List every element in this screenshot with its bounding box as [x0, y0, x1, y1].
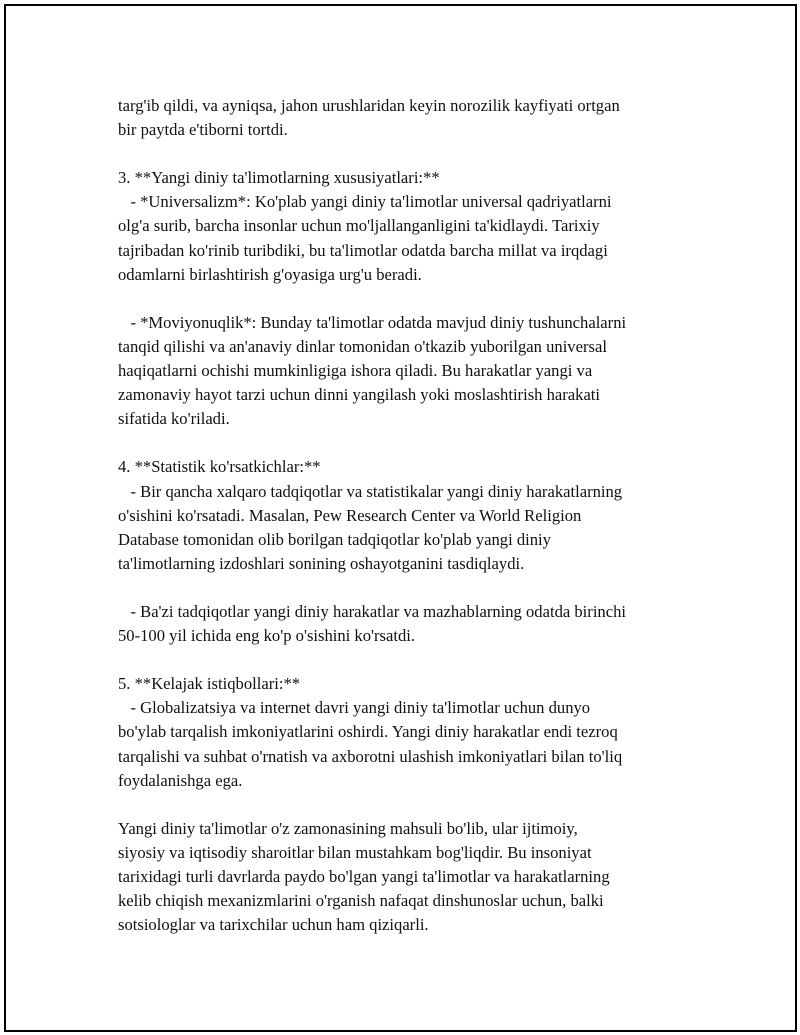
text-line: sotsiologlar va tarixchilar uchun ham qiziqarli.: [118, 915, 429, 935]
text-line: Yangi diniy ta'limotlar o'z zamonasining mahsuli bo'lib, ular ijtimoiy,: [118, 818, 578, 838]
text-line: tarqalishi va suhbat o'rnatish va axborotni ulashish imkoniyatlari bilan to'liq: [118, 746, 623, 766]
paragraph-gap: [118, 431, 698, 455]
section-3-features: [118, 166, 698, 286]
section-3-bullet-2: [118, 311, 698, 431]
text-line: - Bir qancha xalqaro tadqiqotlar va statistikalar yangi diniy harakatlarning: [118, 481, 623, 501]
section-heading: 3. **Yangi diniy ta'limotlarning xususiyatlari:**: [118, 168, 440, 188]
text-line: 50-100 yil ichida eng ko'p o'sishini ko'rsatdi.: [118, 626, 416, 646]
text-line: Database tomonidan olib borilgan tadqiqotlar ko'plab yangi diniy: [118, 529, 551, 549]
text-line: sifatida ko'riladi.: [118, 409, 230, 429]
text-line: haqiqatlarni ochishi mumkinligiga ishora qiladi. Bu harakatlar yangi va: [118, 361, 593, 381]
text-line: zamonaviy hayot tarzi uchun dinni yangilash yoki moslashtirish harakati: [118, 385, 601, 405]
text-line: foydalanishga ega.: [118, 770, 243, 790]
text-line: tajribadan ko'rinib turibdiki, bu ta'limotlar odatda barcha millat va irqdagi: [118, 240, 608, 260]
paragraph-gap: [118, 142, 698, 166]
section-heading: 4. **Statistik ko'rsatkichlar:**: [118, 457, 321, 477]
text-line: - *Moviyonuqlik*: Bunday ta'limotlar odatda mavjud diniy tushunchalarni: [118, 312, 627, 332]
section-heading: 5. **Kelajak istiqbollari:**: [118, 674, 301, 694]
text-line: tanqid qilishi va an'anaviy dinlar tomonidan o'tkazib yuborilgan universal: [118, 336, 607, 356]
section-4-bullet-2: [118, 600, 698, 648]
text-line: siyosiy va iqtisodiy sharoitlar bilan mustahkam bog'liqdir. Bu insoniyat: [118, 842, 592, 862]
text-line: - Globalizatsiya va internet davri yangi diniy ta'limotlar uchun dunyo: [118, 698, 591, 718]
text-line: ta'limotlarning izdoshlari sonining oshayotganini tasdiqlaydi.: [118, 553, 525, 573]
paragraph-gap: [118, 648, 698, 672]
text-line: bo'ylab tarqalish imkoniyatlarini oshirdi. Yangi diniy harakatlar endi tezroq: [118, 722, 618, 742]
text-line: tarixidagi turli davrlarda paydo bo'lgan yangi ta'limotlar va harakatlarning: [118, 867, 610, 886]
text-line: bir paytda e'tiborni tortdi.: [118, 120, 288, 140]
conclusion-paragraph: [118, 817, 698, 937]
section-5-prospects: [118, 672, 698, 792]
text-line: o'sishini ko'rsatadi. Masalan, Pew Research Center va World Religion: [118, 505, 582, 525]
paragraph-continuation: [118, 94, 698, 142]
text-line: odamlarni birlashtirish g'oyasiga urg'u beradi.: [118, 264, 422, 284]
text-line: kelib chiqish mexanizmlarini o'rganish nafaqat dinshunoslar uchun, balki: [118, 891, 604, 911]
paragraph-gap: [118, 287, 698, 311]
section-4-statistics: [118, 455, 698, 575]
paragraph-gap: [118, 793, 698, 817]
document-body: [118, 94, 698, 937]
text-line: - *Universalizm*: Ko'plab yangi diniy ta'limotlar universal qadriyatlarni: [118, 192, 612, 212]
text-line: olg'a surib, barcha insonlar uchun mo'ljallanganligini ta'kidlaydi. Tarixiy: [118, 216, 600, 236]
paragraph-gap: [118, 576, 698, 600]
text-line: - Ba'zi tadqiqotlar yangi diniy harakatlar va mazhablarning odatda birinchi: [118, 601, 626, 621]
text-line: targ'ib qildi, va ayniqsa, jahon urushlaridan keyin norozilik kayfiyati ortgan: [118, 96, 620, 115]
